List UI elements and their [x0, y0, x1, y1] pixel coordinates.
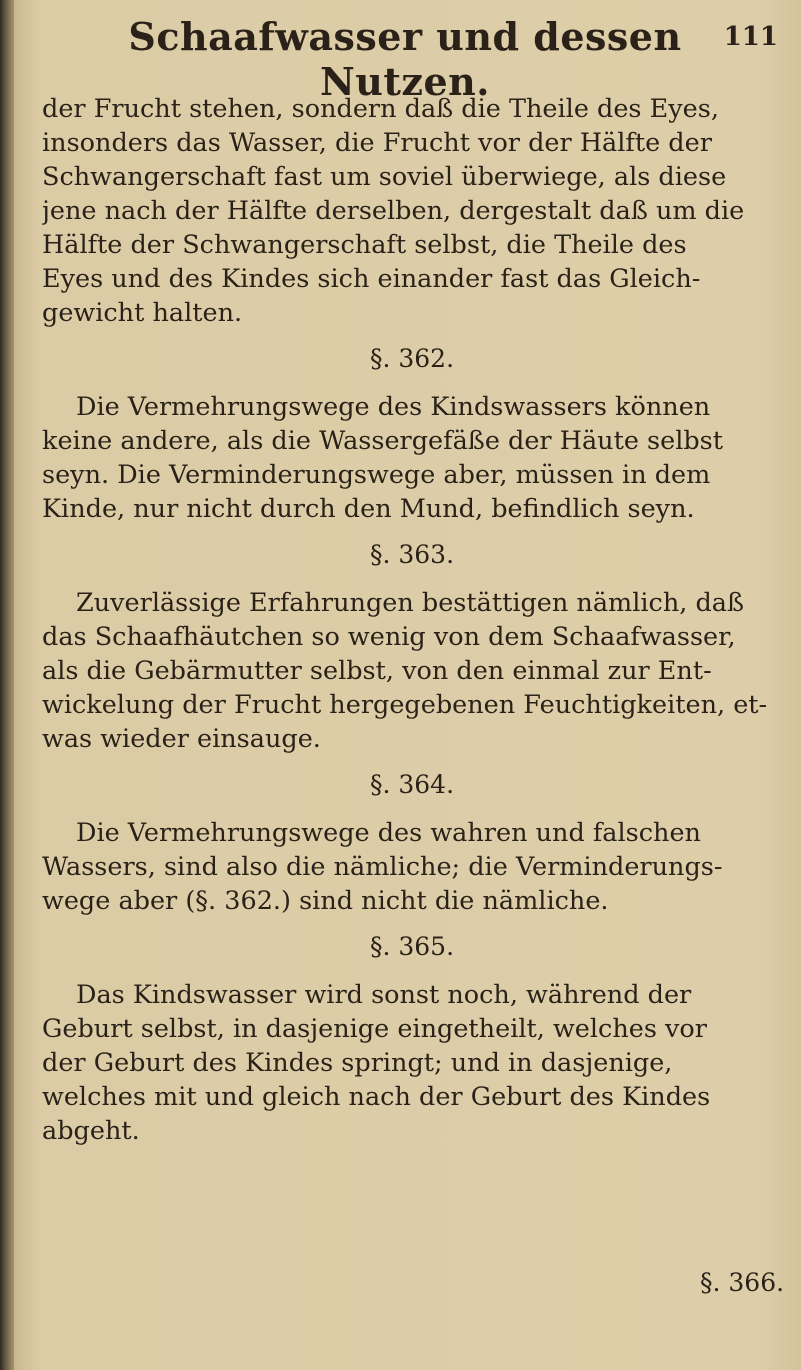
text-line: Geburt selbst, in dasjenige eingetheilt, welches vor	[42, 1014, 707, 1044]
text-line: Kinde, nur nicht durch den Mund, befindlich seyn.	[42, 494, 695, 524]
page-number: 111	[723, 22, 778, 52]
section-heading-363: §. 363.	[369, 540, 455, 569]
text-line: was wieder einsauge.	[42, 724, 321, 754]
text-line: Zuverlässige Erfahrungen bestättigen nämlich, daß	[76, 588, 745, 618]
section-heading-364: §. 364.	[369, 770, 455, 799]
book-spine-shadow	[0, 0, 14, 1370]
text-line: das Schaafhäutchen so wenig von dem Schaafwasser,	[42, 622, 736, 652]
running-title: Schaafwasser und dessen Nutzen.	[128, 14, 682, 104]
text-line: Die Vermehrungswege des wahren und falschen	[76, 818, 701, 848]
text-line: insonders das Wasser, die Frucht vor der Hälfte der	[42, 128, 712, 158]
text-line: der Geburt des Kindes springt; und in dasjenige,	[42, 1048, 673, 1078]
text-line: Schwangerschaft fast um soviel überwiege, als diese	[42, 162, 727, 192]
text-line: keine andere, als die Wassergefäße der Häute selbst	[42, 426, 724, 456]
text-line: wickelung der Frucht hergegebenen Feuchtigkeiten, et-	[42, 690, 768, 720]
text-line: Eyes und des Kindes sich einander fast das Gleich-	[42, 264, 701, 294]
text-line: abgeht.	[42, 1116, 140, 1146]
text-line: Wassers, sind also die nämliche; die Verminderungs-	[42, 852, 723, 882]
section-heading-365: §. 365.	[369, 932, 455, 961]
text-line: Das Kindswasser wird sonst noch, während der	[76, 980, 692, 1010]
text-line: welches mit und gleich nach der Geburt des Kindes	[42, 1082, 711, 1112]
text-line: Hälfte der Schwangerschaft selbst, die Theile des	[42, 230, 687, 260]
page-header	[110, 14, 790, 104]
text-line: wege aber (§. 362.) sind nicht die nämliche.	[42, 886, 609, 916]
text-line: der Frucht stehen, sondern daß die Theile des Eyes,	[42, 94, 719, 124]
section-heading-362: §. 362.	[369, 344, 455, 373]
catchword: §. 366.	[700, 1268, 785, 1297]
text-line: jene nach der Hälfte derselben, dergestalt daß um die	[42, 196, 745, 226]
text-line: gewicht halten.	[42, 298, 243, 328]
body-text	[42, 92, 782, 1148]
text-line: seyn. Die Verminderungswege aber, müssen in dem	[42, 460, 711, 490]
text-line: Die Vermehrungswege des Kindswassers können	[76, 392, 711, 422]
text-line: als die Gebärmutter selbst, von den einmal zur Ent-	[42, 656, 712, 686]
